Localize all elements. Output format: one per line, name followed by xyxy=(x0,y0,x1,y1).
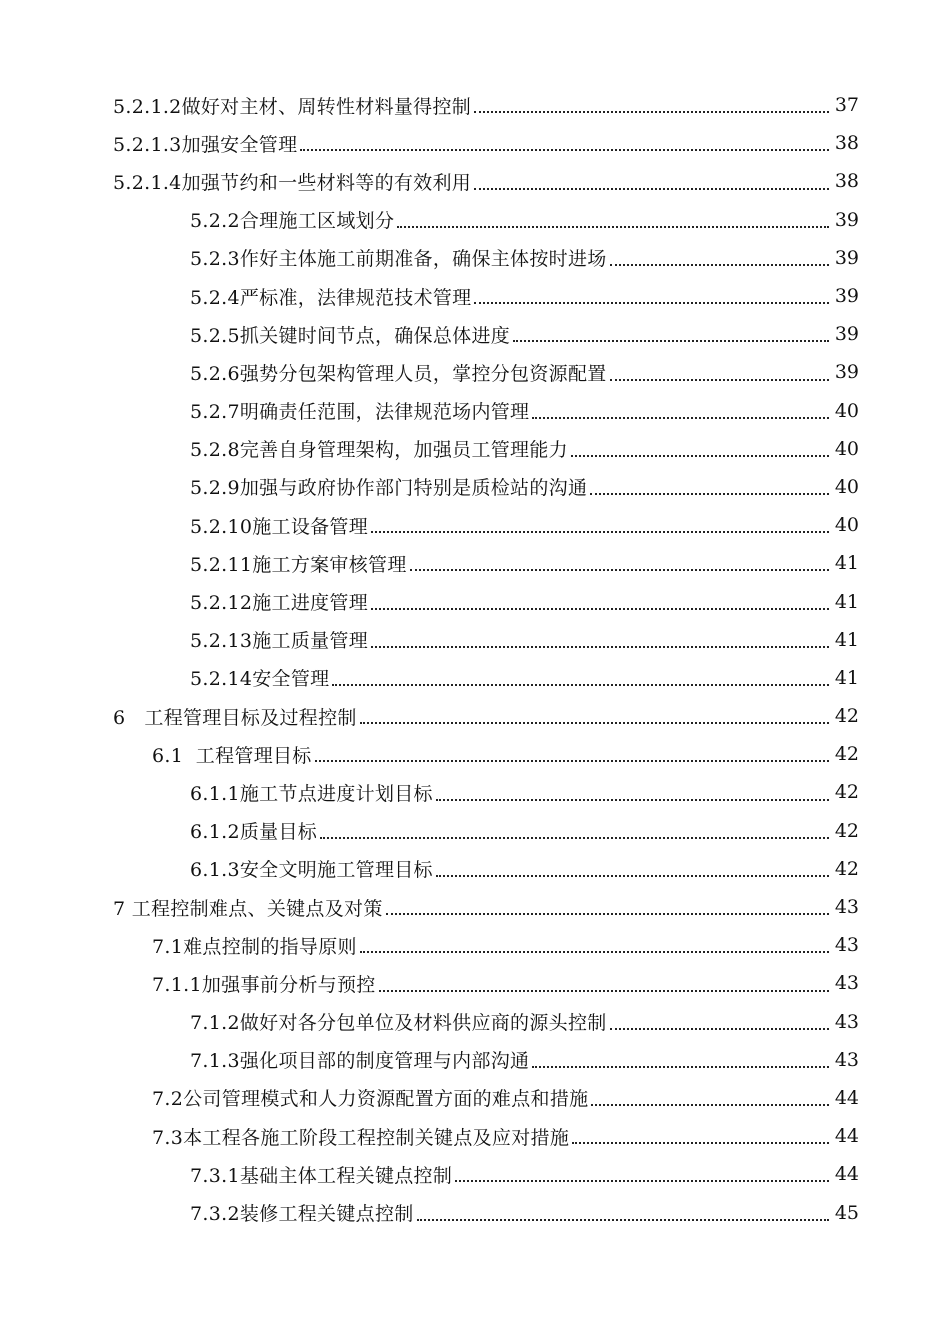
toc-entry-title: 7.3本工程各施工阶段工程控制关键点及应对措施 xyxy=(152,1126,570,1149)
dot-leader xyxy=(410,568,829,571)
dot-leader xyxy=(591,1103,829,1106)
toc-entry-title: 5.2.12施工进度管理 xyxy=(190,592,369,615)
toc-entry[interactable] xyxy=(0,353,950,391)
toc-entry[interactable] xyxy=(0,315,950,353)
dot-leader xyxy=(532,1065,829,1068)
dot-leader xyxy=(610,378,829,381)
toc-entry-title: 5.2.10施工设备管理 xyxy=(190,515,369,538)
dot-leader xyxy=(590,492,829,495)
toc-entry[interactable] xyxy=(0,239,950,277)
toc-entry-page: 40 xyxy=(834,437,859,460)
toc-entry-title: 7.1.1加强事前分析与预控 xyxy=(152,973,376,996)
toc-entry-page: 41 xyxy=(834,628,859,651)
toc-entry-title: 5.2.14安全管理 xyxy=(190,668,330,691)
toc-entry-page: 40 xyxy=(834,514,859,537)
toc-entry-title: 5.2.1.2做好对主材、周转性材料量得控制 xyxy=(113,95,472,118)
toc-entry-page: 45 xyxy=(834,1201,859,1224)
toc-entry-page: 42 xyxy=(834,743,859,766)
toc-entry-title: 7.1.2做好对各分包单位及材料供应商的源头控制 xyxy=(190,1012,607,1035)
dot-leader xyxy=(474,110,829,113)
toc-entry[interactable] xyxy=(0,773,950,811)
dot-leader xyxy=(397,225,829,228)
dot-leader xyxy=(371,645,829,648)
toc-entry-title: 5.2.4严标准，法律规范技术管理 xyxy=(190,286,472,309)
toc-entry-page: 42 xyxy=(834,819,859,842)
dot-leader xyxy=(417,1218,829,1221)
toc-entry[interactable] xyxy=(0,1079,950,1117)
toc-entry-page: 40 xyxy=(834,475,859,498)
dot-leader xyxy=(532,416,829,419)
toc-entry-page: 38 xyxy=(834,170,859,193)
toc-entry-title: 5.2.8完善自身管理架构，加强员工管理能力 xyxy=(190,439,568,462)
dot-leader xyxy=(572,1141,829,1144)
toc-entry[interactable] xyxy=(0,277,950,315)
toc-entry-title: 6 工程管理目标及过程控制 xyxy=(113,706,357,729)
dot-leader xyxy=(571,454,829,457)
dot-leader xyxy=(474,301,829,304)
toc-entry-page: 41 xyxy=(834,552,859,575)
toc-entry-title: 7.1.3强化项目部的制度管理与内部沟通 xyxy=(190,1050,530,1073)
toc-entry[interactable] xyxy=(0,888,950,926)
toc-entry-page: 38 xyxy=(834,132,859,155)
toc-entry-title: 5.2.1.3加强安全管理 xyxy=(113,133,298,156)
toc-entry-page: 39 xyxy=(834,323,859,346)
toc-entry-page: 41 xyxy=(834,590,859,613)
toc-entry[interactable] xyxy=(0,850,950,888)
dot-leader xyxy=(360,721,829,724)
toc-entry-title: 5.2.5抓关键时间节点，确保总体进度 xyxy=(190,324,511,347)
toc-entry-title: 7 工程控制难点、关键点及对策 xyxy=(113,897,383,920)
toc-entry-page: 39 xyxy=(834,285,859,308)
toc-entry[interactable] xyxy=(0,621,950,659)
table-of-contents xyxy=(0,86,950,1232)
toc-entry-page: 39 xyxy=(834,208,859,231)
toc-entry[interactable] xyxy=(0,697,950,735)
toc-entry[interactable] xyxy=(0,659,950,697)
toc-entry[interactable] xyxy=(0,735,950,773)
toc-entry-page: 44 xyxy=(834,1125,859,1148)
dot-leader xyxy=(610,1027,829,1030)
toc-entry[interactable] xyxy=(0,926,950,964)
dot-leader xyxy=(513,339,829,342)
dot-leader xyxy=(436,874,829,877)
toc-entry-page: 40 xyxy=(834,399,859,422)
dot-leader xyxy=(371,530,829,533)
dot-leader xyxy=(371,607,829,610)
toc-entry-title: 5.2.3作好主体施工前期准备，确保主体按时进场 xyxy=(190,248,607,271)
dot-leader xyxy=(386,912,829,915)
dot-leader xyxy=(436,798,829,801)
toc-entry-title: 5.2.6强势分包架构管理人员，掌控分包资源配置 xyxy=(190,362,607,385)
dot-leader xyxy=(300,148,829,151)
toc-entry[interactable] xyxy=(0,964,950,1002)
toc-entry-page: 42 xyxy=(834,781,859,804)
toc-entry[interactable] xyxy=(0,1193,950,1231)
toc-entry-page: 41 xyxy=(834,666,859,689)
toc-entry-page: 44 xyxy=(834,1163,859,1186)
toc-entry-page: 39 xyxy=(834,361,859,384)
toc-entry-page: 42 xyxy=(834,857,859,880)
toc-entry-page: 43 xyxy=(834,972,859,995)
toc-entry[interactable] xyxy=(0,1041,950,1079)
toc-entry[interactable] xyxy=(0,392,950,430)
dot-leader xyxy=(379,989,829,992)
toc-entry-title: 6.1.3安全文明施工管理目标 xyxy=(190,859,433,882)
toc-entry-page: 44 xyxy=(834,1086,859,1109)
toc-entry-title: 5.2.13施工质量管理 xyxy=(190,630,369,653)
toc-entry-page: 43 xyxy=(834,1048,859,1071)
dot-leader xyxy=(320,836,829,839)
toc-entry[interactable] xyxy=(0,1117,950,1155)
dot-leader xyxy=(360,950,829,953)
toc-entry-title: 7.2公司管理模式和人力资源配置方面的难点和措施 xyxy=(152,1088,589,1111)
toc-entry[interactable] xyxy=(0,1155,950,1193)
toc-entry-title: 5.2.11施工方案审核管理 xyxy=(190,553,407,576)
toc-entry-page: 42 xyxy=(834,705,859,728)
dot-leader xyxy=(474,187,829,190)
toc-entry[interactable] xyxy=(0,812,950,850)
toc-entry-page: 39 xyxy=(834,246,859,269)
toc-entry-title: 6.1.1施工节点进度计划目标 xyxy=(190,782,433,805)
toc-entry-page: 43 xyxy=(834,1010,859,1033)
toc-entry-title: 7.3.2装修工程关键点控制 xyxy=(190,1203,414,1226)
toc-entry[interactable] xyxy=(0,201,950,239)
toc-entry-page: 43 xyxy=(834,934,859,957)
toc-entry[interactable] xyxy=(0,430,950,468)
toc-entry-page: 37 xyxy=(834,94,859,117)
toc-entry-title: 6.1 工程管理目标 xyxy=(152,744,312,767)
dot-leader xyxy=(610,263,829,266)
toc-entry[interactable] xyxy=(0,468,950,506)
toc-entry[interactable] xyxy=(0,162,950,200)
toc-entry[interactable] xyxy=(0,544,950,582)
toc-entry[interactable] xyxy=(0,1003,950,1041)
toc-entry-title: 5.2.1.4加强节约和一些材料等的有效利用 xyxy=(113,171,472,194)
toc-entry-title: 5.2.7明确责任范围，法律规范场内管理 xyxy=(190,401,530,424)
dot-leader xyxy=(332,683,829,686)
toc-entry-title: 5.2.9加强与政府协作部门特别是质检站的沟通 xyxy=(190,477,588,500)
toc-entry-title: 7.3.1基础主体工程关键点控制 xyxy=(190,1164,453,1187)
toc-entry[interactable] xyxy=(0,582,950,620)
toc-entry[interactable] xyxy=(0,506,950,544)
toc-entry-title: 6.1.2质量目标 xyxy=(190,821,318,844)
toc-entry[interactable] xyxy=(0,86,950,124)
dot-leader xyxy=(315,759,829,762)
toc-entry[interactable] xyxy=(0,124,950,162)
toc-entry-page: 43 xyxy=(834,896,859,919)
dot-leader xyxy=(455,1179,829,1182)
toc-entry-title: 7.1难点控制的指导原则 xyxy=(152,935,357,958)
toc-entry-title: 5.2.2合理施工区域划分 xyxy=(190,210,395,233)
